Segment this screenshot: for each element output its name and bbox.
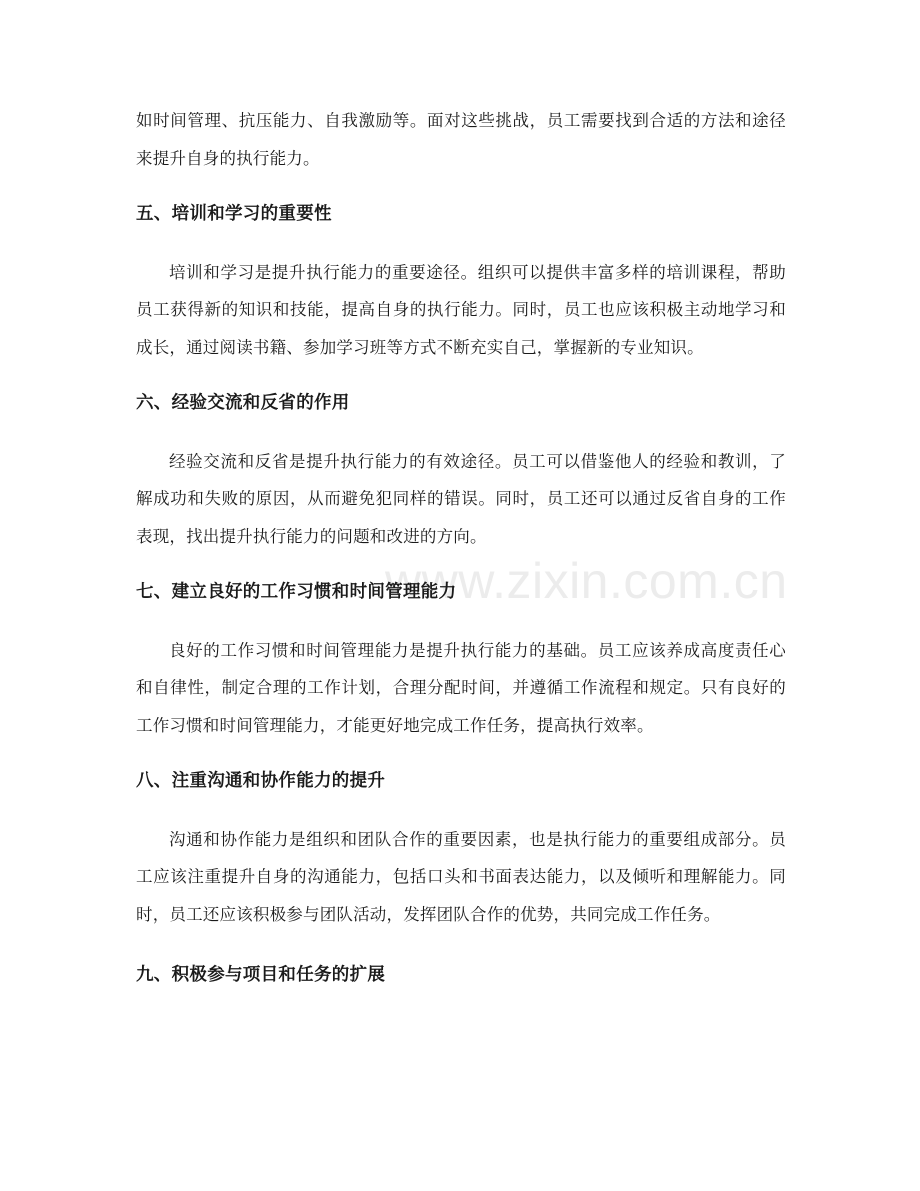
heading-section-5: 五、培训和学习的重要性 [136,204,332,224]
paragraph-intro: 如时间管理、抗压能力、自我激励等。面对这些挑战，员工需要找到合适的方法和途径来提升自身的执行能力。 [136,111,786,168]
heading-section-7: 七、建立良好的工作习惯和时间管理能力 [136,582,457,602]
watermark: www.zixin.com.cn [385,553,788,609]
heading-section-6: 六、经验交流和反省的作用 [136,393,350,413]
paragraph-section-5: 培训和学习是提升执行能力的重要途径。组织可以提供丰富多样的培训课程，帮助员工获得新的知识和技能，提高自身的执行能力。同时，员工也应该积极主动地学习和成长，通过阅读书籍、参加学习班等方式不断充实自己，掌握新的专业知识。 [136,262,786,357]
heading-section-8: 八、注重沟通和协作能力的提升 [136,771,386,791]
paragraph-section-8: 沟通和协作能力是组织和团队合作的重要因素，也是执行能力的重要组成部分。员工应该注重提升自身的沟通能力，包括口头和书面表达能力，以及倾听和理解能力。同时，员工还应该积极参与团队活动，发挥团队合作的优势，共同完成工作任务。 [136,829,786,924]
document-body [136,102,786,995]
paragraph-section-6: 经验交流和反省是提升执行能力的有效途径。员工可以借鉴他人的经验和教训，了解成功和失败的原因，从而避免犯同样的错误。同时，员工还可以通过反省自身的工作表现，找出提升执行能力的问题和改进的方向。 [136,451,786,546]
heading-section-9: 九、积极参与项目和任务的扩展 [136,965,386,985]
paragraph-section-7: 良好的工作习惯和时间管理能力是提升执行能力的基础。员工应该养成高度责任心和自律性，制定合理的工作计划，合理分配时间，并遵循工作流程和规定。只有良好的工作习惯和时间管理能力，才能更好地完成工作任务，提高执行效率。 [136,640,786,735]
